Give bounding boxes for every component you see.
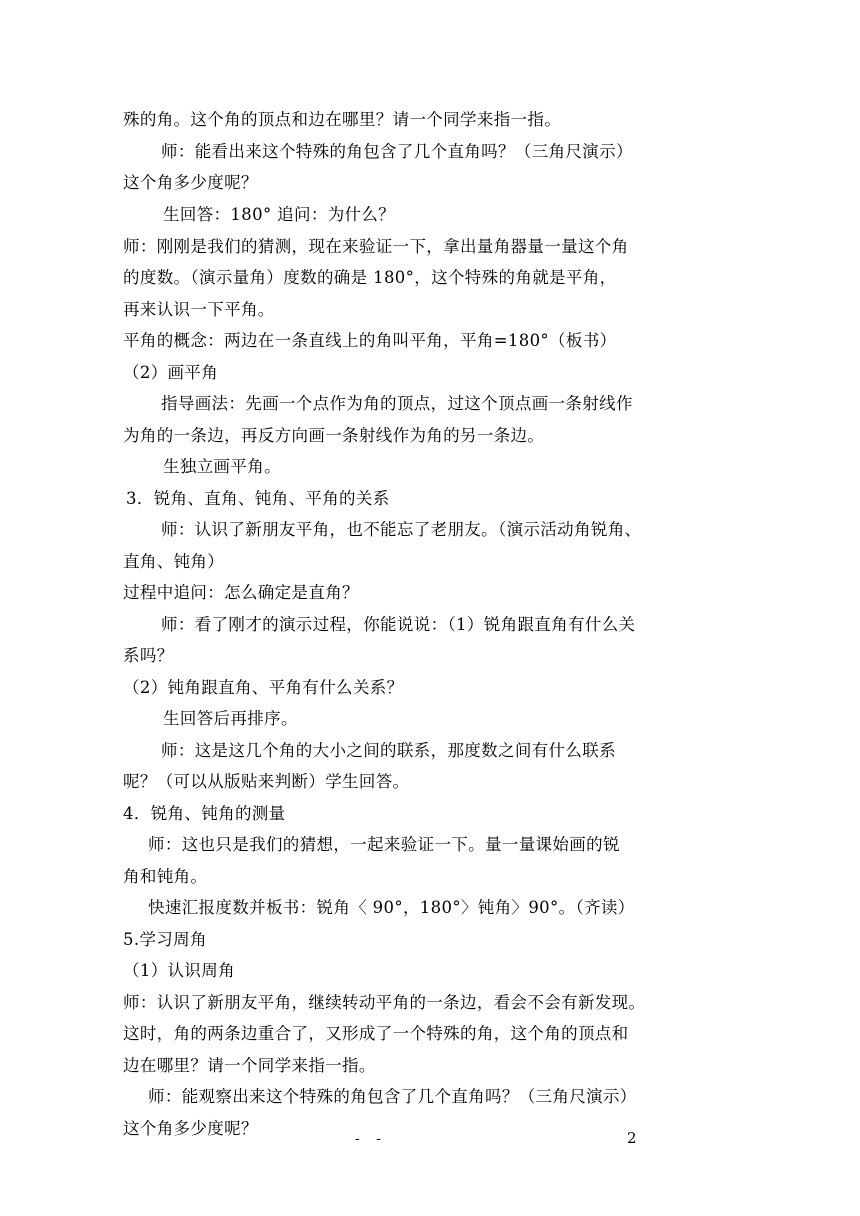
text-line: 的度数。（演示量角）度数的确是 180°，这个特殊的角就是平角， <box>123 268 617 287</box>
text-line: 师：认识了新朋友平角，继续转动平角的一条边，看会不会有新发现。 <box>123 993 646 1012</box>
text-line: 殊的角。这个角的顶点和边在哪里？请一个同学来指一指。 <box>123 110 562 129</box>
text-line: 师：这也只是我们的猜想，一起来验证一下。量一量课始画的锐 <box>148 835 620 854</box>
text-line: 系吗？ <box>123 646 174 665</box>
text-line: 直角、钝角） <box>123 552 225 571</box>
text-line: （2）钝角跟直角、平角有什么关系？ <box>123 678 404 697</box>
text-line: 师：能观察出来这个特殊的角包含了几个直角吗？（三角尺演示） <box>148 1087 637 1106</box>
text-line: 师：看了刚才的演示过程，你能说说：（1）锐角跟直角有什么关 <box>161 615 636 634</box>
text-line: 角和钝角。 <box>123 867 208 886</box>
text-line: 师：这是这几个角的大小之间的联系，那度数之间有什么联系 <box>161 741 616 760</box>
text-line: 这个角多少度呢？ <box>123 1119 258 1138</box>
text-line: 为角的一条边，再反方向画一条射线作为角的另一条边。 <box>123 426 545 445</box>
text-line: 边在哪里？请一个同学来指一指。 <box>123 1056 376 1075</box>
text-line: （2）画平角 <box>123 363 219 382</box>
text-line: 3．锐角、直角、钝角、平角的关系 <box>126 489 390 508</box>
text-line: 生回答：180° 追问：为什么？ <box>163 205 396 224</box>
text-line: 师：刚刚是我们的猜测，现在来验证一下，拿出量角器量一量这个角 <box>123 237 629 256</box>
text-line: 这时，角的两条边重合了，又形成了一个特殊的角，这个角的顶点和 <box>123 1024 629 1043</box>
text-line: 呢？（可以从版贴来判断）学生回答。 <box>123 772 410 791</box>
text-line: 师：能看出来这个特殊的角包含了几个直角吗？（三角尺演示） <box>161 142 633 161</box>
text-line: 5.学习周角 <box>123 930 207 949</box>
text-line: 指导画法：先画一个点作为角的顶点，过这个顶点画一条射线作 <box>161 394 633 413</box>
text-line: （1）认识周角 <box>123 961 235 980</box>
footer-marks: - - <box>355 1131 387 1147</box>
text-line: 4．锐角、钝角的测量 <box>123 804 286 823</box>
text-line: 生独立画平角。 <box>163 457 281 476</box>
text-line: 生回答后再排序。 <box>163 709 298 728</box>
page-number: 2 <box>627 1129 637 1147</box>
text-line: 快速汇报度数并板书：锐角〈 90°，180°〉钝角〉90°。（齐读） <box>148 898 635 917</box>
text-line: 这个角多少度呢？ <box>123 173 258 192</box>
text-line: 师：认识了新朋友平角，也不能忘了老朋友。（演示活动角锐角、 <box>161 520 642 539</box>
text-line: 过程中追问：怎么确定是直角？ <box>123 583 359 602</box>
text-line: 再来认识一下平角。 <box>123 300 275 319</box>
text-line: 平角的概念：两边在一条直线上的角叫平角，平角=180°（板书） <box>123 331 617 350</box>
